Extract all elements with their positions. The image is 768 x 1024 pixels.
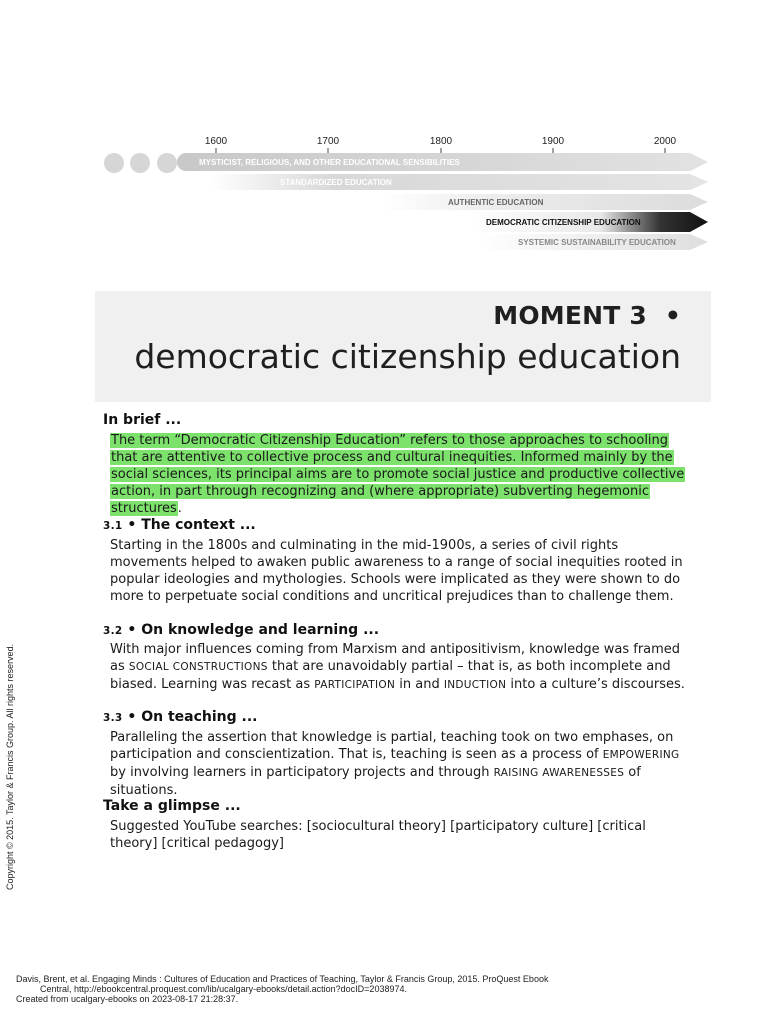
context-paragraph: Starting in the 1800s and culminating in the mid-1900s, a series of civil rights movements helped to awaken public awareness to a range of social inequities rooted in popular ideologies and mythologies. Schools were implicated as they were shown to do more to perpetuate social conditions and uncritical prejudices than to challenge them. [110,538,683,604]
knowledge-paragraph: With major influences coming from Marxism and antipositivism, knowledge was framed as SOCIAL CONSTRUCTIONS that are unavoidably partial – that is, as both incomplete and biased. Learning was recast as PARTICIPATION in and INDUCTION into a culture’s discourses. [110,642,685,692]
timeline-dot [157,153,177,173]
section-title: • The context ... [122,517,256,533]
timeline-dot [130,153,150,173]
term-induction: INDUCTION [443,679,507,691]
citation-created: Created from ucalgary-ebooks on 2023-08-17 21:28:37. [16,994,239,1004]
brief-paragraph [110,432,695,517]
glimpse-paragraph: Suggested YouTube searches: [sociocultural theory] [participatory culture] [critical theory] [critical pedagogy] [110,819,646,851]
term-participation: PARTICIPATION [314,679,396,691]
citation-link: Central, http://ebookcentral.proquest.com/lib/ucalgary-ebooks/detail.action?docID=2038974. [40,984,407,994]
year-label: 1700 [316,136,340,147]
year-label: 1900 [541,136,565,147]
section-number: 3.2 [103,625,123,637]
education-timeline [0,0,768,280]
band-label: MYSTICIST, RELIGIOUS, AND OTHER EDUCATIONAL SENSIBILITIES [199,158,460,167]
year-label: 2000 [653,136,677,147]
timeline-dot [104,153,124,173]
brief-heading: In brief ... [103,412,182,428]
citation-footer [16,974,548,1004]
year-label: 1800 [429,136,453,147]
term-raising-awarenesses: RAISING AWARENESSES [493,767,625,779]
band-label: AUTHENTIC EDUCATION [448,198,544,207]
glimpse-heading: Take a glimpse ... [103,798,241,814]
teaching-heading [103,709,257,725]
year-label: 1600 [204,136,228,147]
teaching-paragraph: Paralleling the assertion that knowledge is partial, teaching took on two emphases, on participation and conscientization. That is, teaching is seen as a process of EMPOWERING by involving learners in participatory projects and through RAISING AWARENESSES of situations. [110,730,680,798]
band-authentic [380,194,708,210]
term-social-constructions: SOCIAL CONSTRUCTIONS [128,661,268,673]
term-empowering: EMPOWERING [602,749,680,761]
brief-end: . [177,501,182,516]
citation-line: Davis, Brent, et al. Engaging Minds : Cultures of Education and Practices of Teaching, Taylor & Francis Group, 2015. ProQuest Ebook [16,974,549,984]
band-label: STANDARDIZED EDUCATION [280,178,392,187]
band-label-active: DEMOCRATIC CITIZENSHIP EDUCATION [486,218,641,227]
brief-highlight: The term “Democratic Citizenship Education” refers to those approaches to schooling that are attentive to collective process and cultural inequities. Informed mainly by the social sciences, its principal aims are to promote social justice and productive collective action, in part through recognizing and (where appropriate) subverting hegemonic structures [111,433,685,516]
band-label: SYSTEMIC SUSTAINABILITY EDUCATION [518,238,676,247]
section-title: • On knowledge and learning ... [122,622,380,638]
section-title: • On teaching ... [122,709,258,725]
moment-title: democratic citizenship education [134,337,681,376]
copyright-notice: Copyright © 2015. Taylor & Francis Group. All rights reserved. [5,643,15,890]
section-number: 3.1 [103,520,123,532]
moment-header [95,291,711,402]
knowledge-heading [103,622,379,638]
section-number: 3.3 [103,712,123,724]
moment-number: MOMENT 3 • [493,301,681,330]
context-heading [103,517,256,533]
